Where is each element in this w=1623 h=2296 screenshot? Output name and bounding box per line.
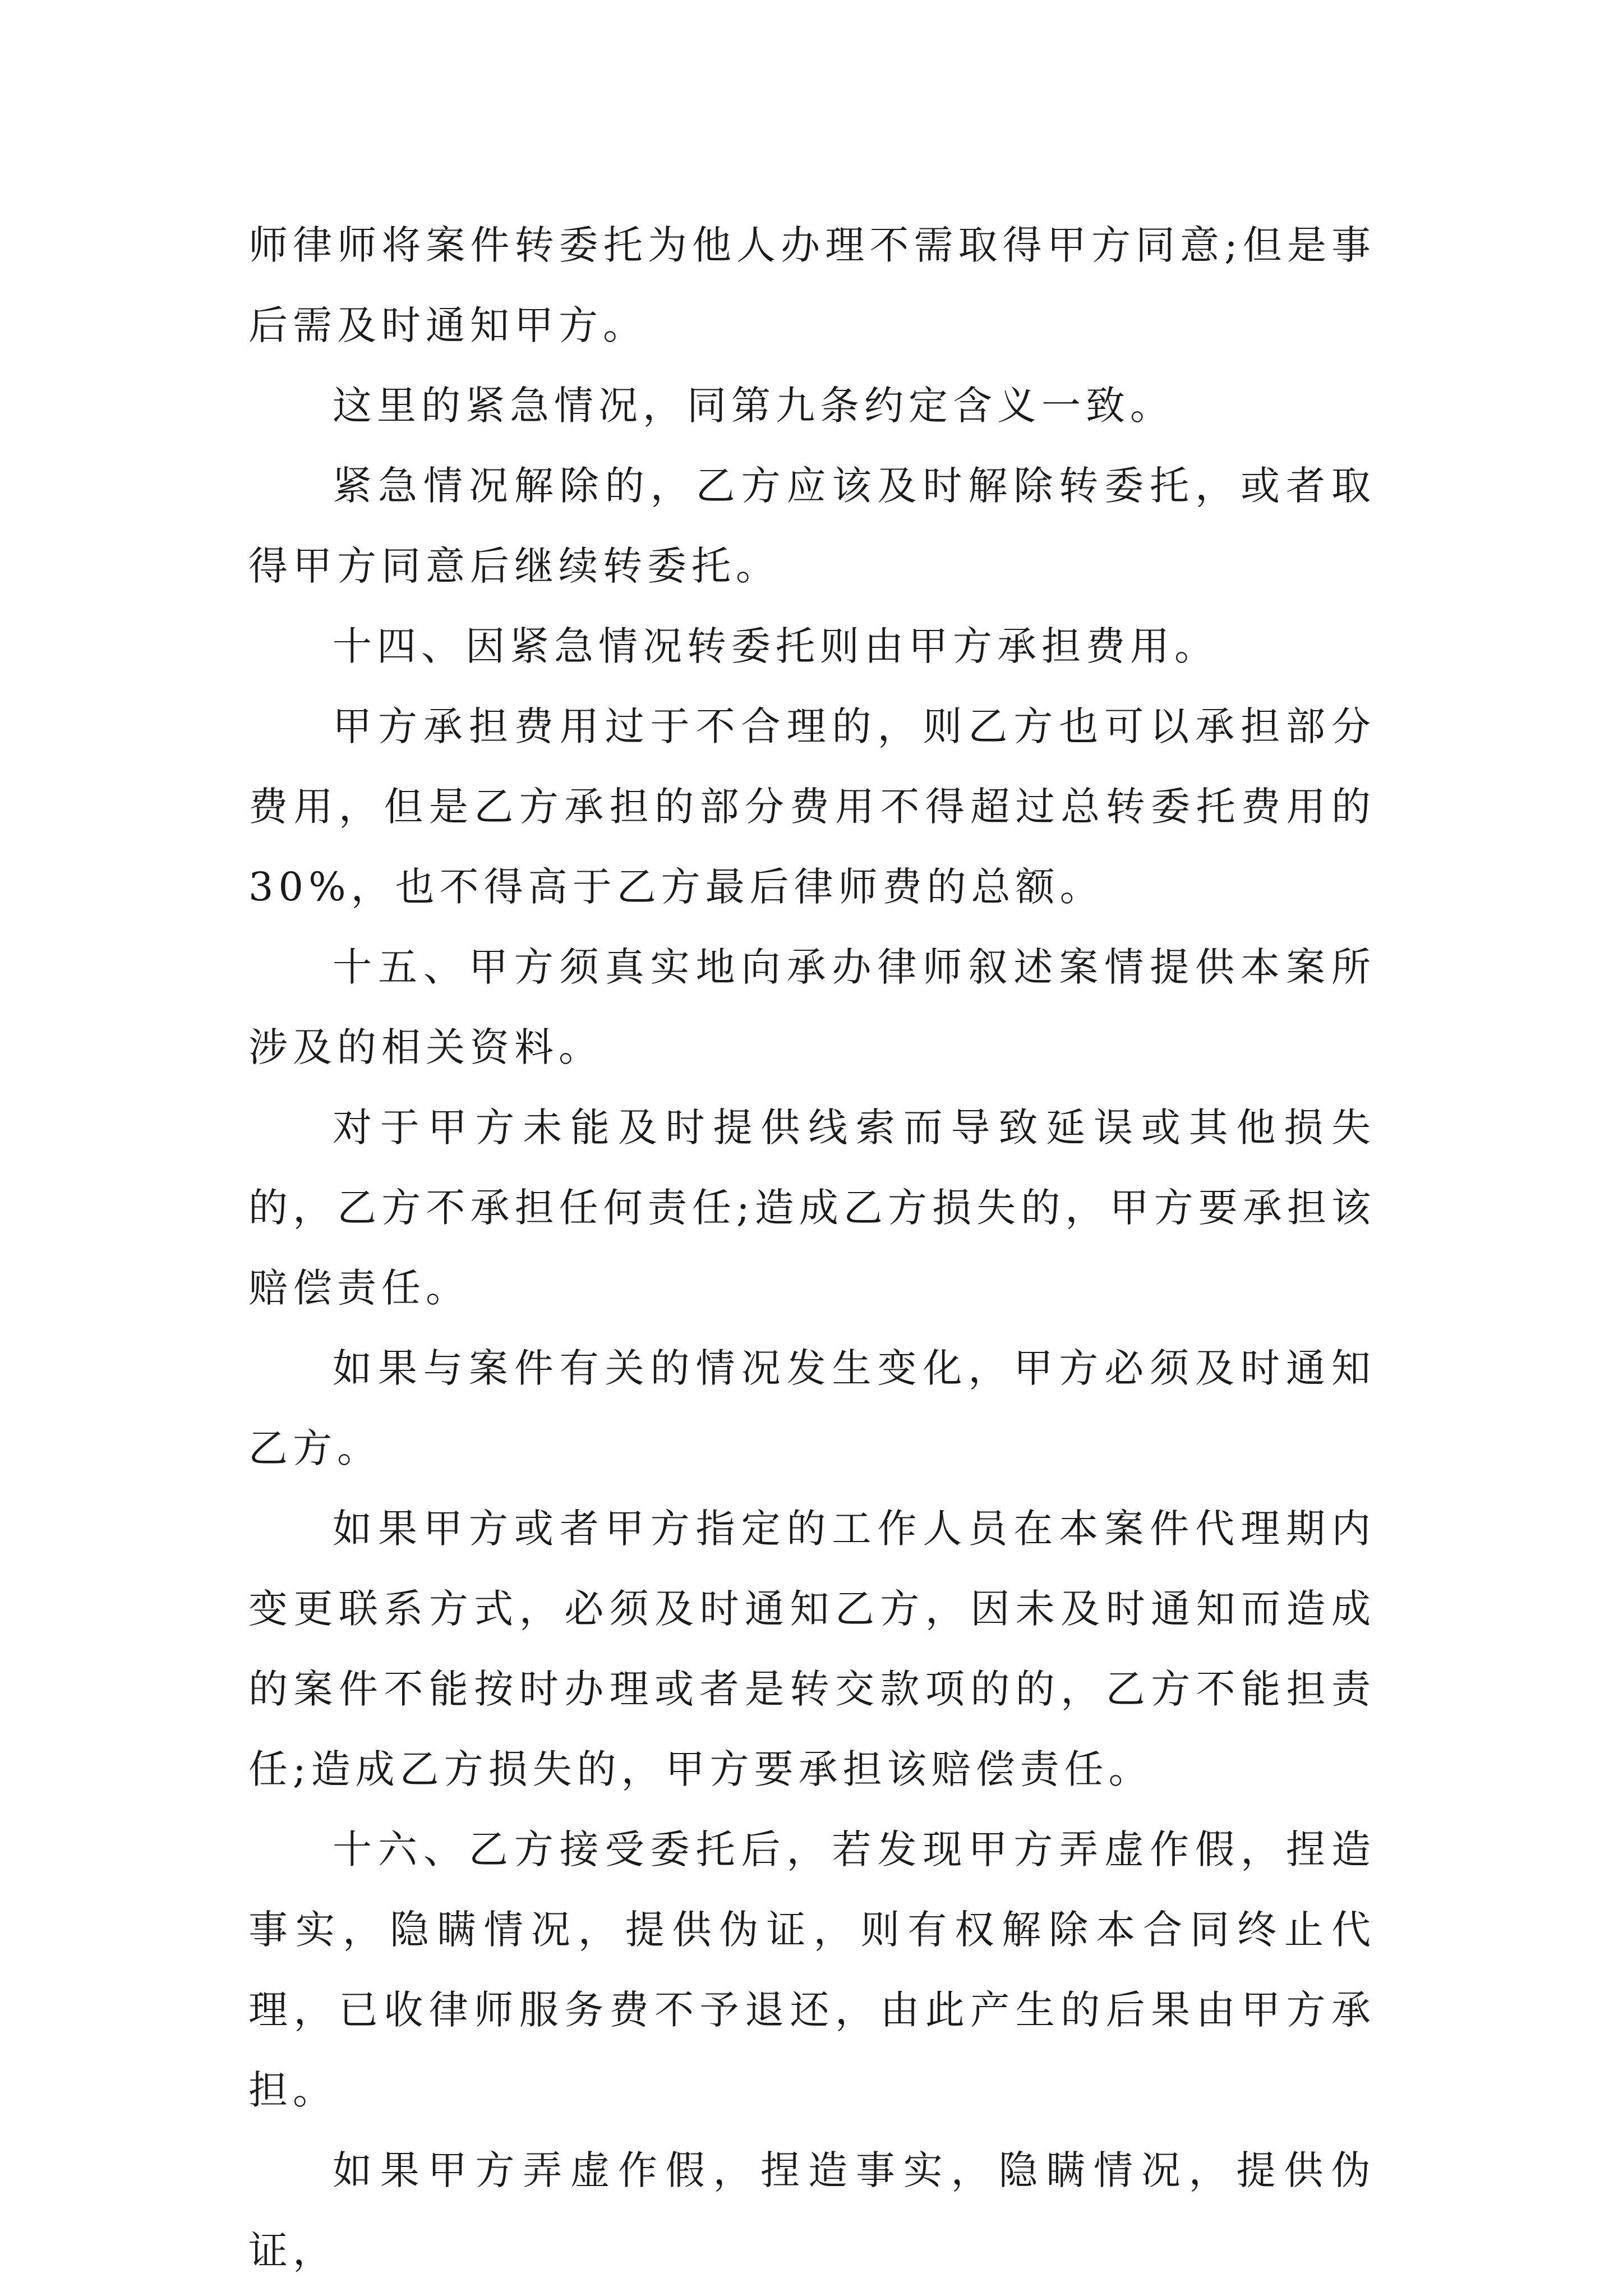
paragraph: 十五、甲方须真实地向承办律师叙述案情提供本案所涉及的相关资料。 xyxy=(248,944,1376,1070)
paragraph: 如果与案件有关的情况发生变化，甲方必须及时通知乙方。 xyxy=(248,1345,1376,1471)
paragraph: 十六、乙方接受委托后，若发现甲方弄虚作假，捏造事实，隐瞒情况，提供伪证，则有权解除本合同终止代理，已收律师服务费不予退还，由此产生的后果由甲方承担。 xyxy=(248,1826,1376,2113)
paragraph: 如果甲方或者甲方指定的工作人员在本案件代理期内变更联系方式，必须及时通知乙方，因未及时通知而造成的案件不能按时办理或者是转交款项的的，乙方不能担责任;造成乙方损失的，甲方要承担该赔偿责任。 xyxy=(248,1506,1376,1792)
paragraph: 这里的紧急情况，同第九条约定含义一致。 xyxy=(333,383,1174,429)
paragraph: 如果甲方弄虚作假，捏造事实，隐瞒情况，提供伪证， xyxy=(248,2147,1376,2274)
paragraph: 对于甲方未能及时提供线索而导致延误或其他损失的，乙方不承担任何责任;造成乙方损失的，甲方要承担该赔偿责任。 xyxy=(248,1105,1376,1311)
paragraph: 甲方承担费用过于不合理的，则乙方也可以承担部分费用，但是乙方承担的部分费用不得超过总转委托费用的30%，也不得高于乙方最后律师费的总额。 xyxy=(248,703,1376,910)
paragraph: 十四、因紧急情况转委托则由甲方承担费用。 xyxy=(333,623,1219,669)
document-body xyxy=(248,205,1376,2291)
paragraph: 师律师将案件转委托为他人办理不需取得甲方同意;但是事后需及时通知甲方。 xyxy=(248,222,1376,348)
paragraph: 紧急情况解除的，乙方应该及时解除转委托，或者取得甲方同意后继续转委托。 xyxy=(248,463,1376,589)
